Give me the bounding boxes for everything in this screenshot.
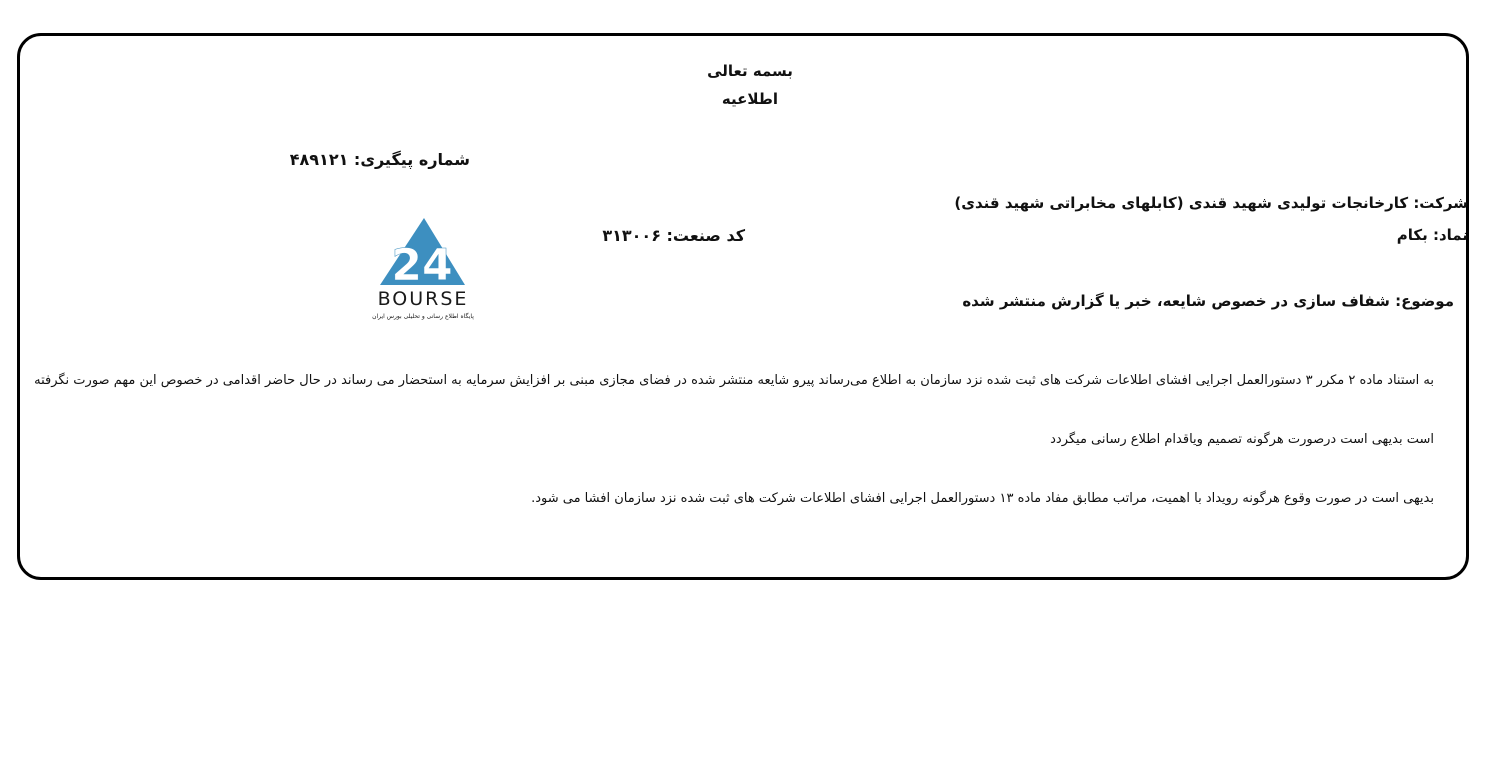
industry-code: کد صنعت: ۳۱۳۰۰۶ <box>602 226 745 245</box>
notice-title: اطلاعیه <box>721 90 779 108</box>
notice-subject: موضوع: شفاف سازی در خصوص شایعه، خبر یا گزارش منتشر شده <box>962 292 1454 310</box>
bourse24-logo <box>355 210 490 325</box>
body-paragraph-1: به استناد ماده ۲ مکرر ۳ دستورالعمل اجرایی افشای اطلاعات شرکت های ثبت شده نزد سازمان به اطلاع می‌رساند پیرو شایعه منتشر شده در فضای مجازی مبنی بر افزایش سرمایه به استحضار می رساند در حال حاضر اقدامی در خصوص این مهم صورت نگرفته <box>34 373 1434 388</box>
logo-tagline: پایگاه اطلاع رسانی و تحلیلی بورس ایران <box>372 313 474 320</box>
body-paragraph-3: بدیهی است در صورت وقوع هرگونه رویداد با اهمیت، مراتب مطابق مفاد ماده ۱۳ دستورالعمل اجرایی افشای اطلاعات شرکت های ثبت شده نزد سازمان افشا می شود. <box>531 491 1434 506</box>
company-name: شرکت: کارخانجات تولیدی شهید قندی (کابلهای مخابراتی شهید قندی) <box>954 194 1468 212</box>
logo-mark-text: 24 <box>391 240 453 291</box>
logo-wordmark: BOURSE <box>377 288 469 310</box>
ticker-symbol: نماد: بکام <box>1396 226 1468 244</box>
tracking-number: شماره پیگیری: ۴۸۹۱۲۱ <box>289 150 470 169</box>
bourse24-logo-graphic <box>355 210 490 325</box>
body-paragraph-2: است بدیهی است درصورت هرگونه تصمیم ویاقدام اطلاع رسانی میگردد <box>1050 432 1434 447</box>
basmala-heading: بسمه تعالی <box>707 62 793 80</box>
